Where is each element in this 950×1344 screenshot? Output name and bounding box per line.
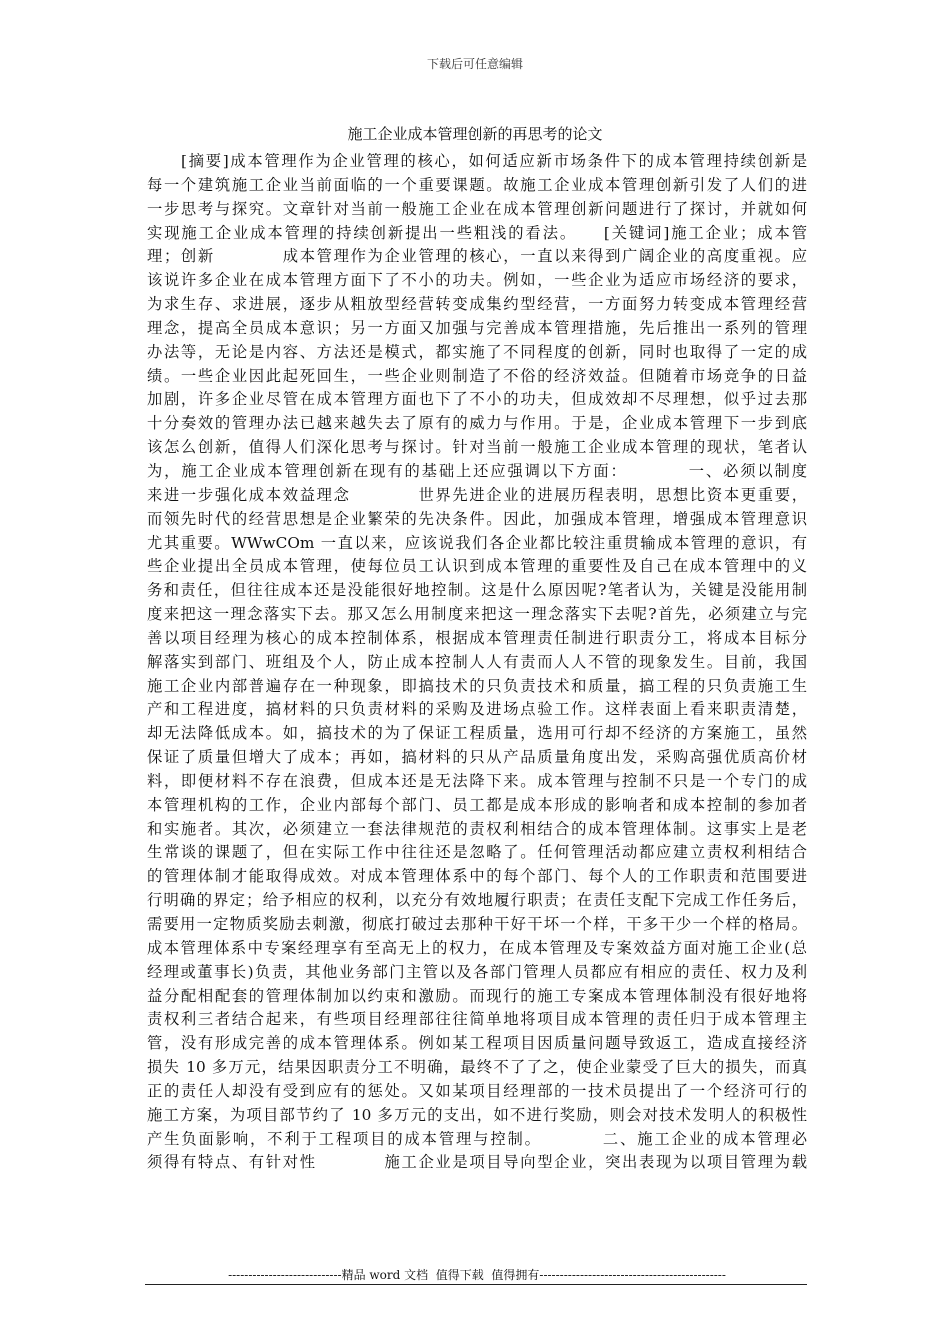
body-line: 办法等，无论是内容、方法还是模式，都实施了不同程度的创新，同时也取得了一定的成 xyxy=(147,342,807,361)
body-line: 尤其重要。WWwCOm 一直以来，应该说我们各企业都比较注重贯输成本管理的意识，有 xyxy=(147,533,807,552)
body-line: 理；创新 成本管理作为企业管理的核心，一直以来得到广阔企业的高度重视。应 xyxy=(147,247,807,266)
body-line: 来进一步强化成本效益理念 世界先进企业的进展历程表明，思想比资本更重要， xyxy=(147,485,807,504)
body-line: 每一个建筑施工企业当前面临的一个重要课题。故施工企业成本管理创新引发了人们的进 xyxy=(147,175,807,194)
body-line: 十分奏效的管理办法已越来越失去了原有的威力与作用。于是，企业成本管理下一步到底 xyxy=(147,414,807,433)
footer-divider xyxy=(145,1284,807,1285)
body-line: 该说许多企业在成本管理方面下了不小的功夫。例如，一些企业为适应市场经济的要求， xyxy=(147,271,807,290)
body-line: 本管理机构的工作，企业内部每个部门、员工都是成本形成的影响者和成本控制的参加者 xyxy=(147,795,807,814)
body-line: 而领先时代的经营思想是企业繁荣的先决条件。因此，加强成本管理，增强成本管理意识 xyxy=(147,509,807,528)
body-line: 生常谈的课题了，但在实际工作中往往还是忽略了。任何管理活动都应建立责权利相结合 xyxy=(147,843,807,862)
body-line: 施工方案，为项目部节约了 10 多万元的支出，如不进行奖励，则会对技术发明人的积极性 xyxy=(147,1105,807,1124)
body-line: 益分配相配套的管理体制加以约束和激励。而现行的施工专案成本管理体制没有很好地将 xyxy=(147,986,807,1005)
body-line: 解落实到部门、班组及个人，防止成本控制人人有责而人人不管的现象发生。目前，我国 xyxy=(147,652,807,671)
article-body xyxy=(147,150,807,1175)
body-line: 该怎么创新，值得人们深化思考与探讨。针对当前一般施工企业成本管理的现状，笔者认 xyxy=(147,438,807,457)
body-line: 度来把这一理念落实下去。那又怎么用制度来把这一理念落实下去呢?首先，必须建立与完 xyxy=(147,605,807,624)
body-line: 经理或董事长)负责，其他业务部门主管以及各部门管理人员都应有相应的责任、权力及利 xyxy=(147,962,807,981)
document-title: 施工企业成本管理创新的再思考的论文 xyxy=(347,125,603,143)
body-line: 责权利三者结合起来，有些项目经理部往往简单地将项目成本管理的责任归于成本管理主 xyxy=(147,1010,807,1029)
body-line: 务和责任，但往往成本还是没能很好地控制。这是什么原因呢?笔者认为，关键是没能用制 xyxy=(147,581,807,600)
body-line: 加剧，许多企业尽管在成本管理方面也下了不小的功夫，但成效却不尽理想，似乎过去那 xyxy=(147,390,807,409)
body-line: 产和工程进度，搞材料的只负责材料的采购及进场点验工作。这样表面上看来职责清楚， xyxy=(147,700,807,719)
body-line: 一步思考与探究。文章针对当前一般施工企业在成本管理创新问题进行了探讨，并就如何 xyxy=(147,199,807,218)
body-line: 的管理体制才能取得成效。对成本管理体系中的每个部门、每个人的工作职责和范围要进 xyxy=(147,867,807,886)
body-line: 和实施者。其次，必须建立一套法律规范的责权利相结合的成本管理体制。这事实上是老 xyxy=(147,819,807,838)
body-line: 成本管理体系中专案经理享有至高无上的权力，在成本管理及专案效益方面对施工企业(总 xyxy=(147,938,807,957)
body-line: 施工企业内部普遍存在一种现象，即搞技术的只负责技术和质量，搞工程的只负责施工生 xyxy=(147,676,807,695)
body-line: 为求生存、求进展，逐步从粗放型经营转变成集约型经营，一方面努力转变成本管理经营 xyxy=(147,295,807,314)
body-line: 管，没有形成完善的成本管理体系。例如某工程项目因质量问题导致返工，造成直接经济 xyxy=(147,1034,807,1053)
body-line: 损失 10 多万元，结果因职责分工不明确，最终不了了之，使企业蒙受了巨大的损失，而真 xyxy=(147,1058,807,1077)
footer-note: ----------------------------精品 word 文档 值得下载 值得拥有---------------------------------------------- xyxy=(228,1268,726,1282)
body-line: 理念，提高全员成本意识；另一方面又加强与完善成本管理措施，先后推出一系列的管理 xyxy=(147,318,807,337)
body-line: 料，即便材料不存在浪费，但成本还是无法降下来。成本管理与控制不只是一个专门的成 xyxy=(147,771,807,790)
body-line: 绩。一些企业因此起死回生，一些企业则制造了不俗的经济效益。但随着市场竞争的日益 xyxy=(147,366,807,385)
body-line: 为，施工企业成本管理创新在现有的基础上还应强调以下方面： 一、必须以制度 xyxy=(147,461,807,480)
body-line: 行明确的界定；给予相应的权利，以充分有效地履行职责；在责任支配下完成工作任务后， xyxy=(147,891,807,910)
body-line: [摘要]成本管理作为企业管理的核心，如何适应新市场条件下的成本管理持续创新是 xyxy=(147,152,807,170)
body-line: 却无法降低成本。如，搞技术的为了保证工程质量，选用可行却不经济的方案施工，虽然 xyxy=(147,724,807,743)
body-line: 产生负面影响，不利于工程项目的成本管理与控制。 二、施工企业的成本管理必 xyxy=(147,1129,807,1148)
body-line: 须得有特点、有针对性 施工企业是项目导向型企业，突出表现为以项目管理为载 xyxy=(147,1153,807,1172)
body-line: 正的责任人却没有受到应有的惩处。又如某项目经理部的一技术员提出了一个经济可行的 xyxy=(147,1081,807,1100)
body-line: 保证了质量但增大了成本；再如，搞材料的只从产品质量角度出发，采购高强优质高价材 xyxy=(147,748,807,767)
header-note: 下载后可任意编辑 xyxy=(426,57,523,71)
body-line: 善以项目经理为核心的成本控制体系，根据成本管理责任制进行职责分工，将成本目标分 xyxy=(147,628,807,647)
body-line: 实现施工企业成本管理的持续创新提出一些粗浅的看法。 [关键词]施工企业；成本管 xyxy=(147,223,807,242)
body-line: 需要用一定物质奖励去刺激，彻底打破过去那种干好干坏一个样，干多干少一个样的格局。 xyxy=(147,915,807,933)
body-line: 些企业提出全员成本管理，使每位员工认识到成本管理的重要性及自己在成本管理中的义 xyxy=(147,557,807,576)
